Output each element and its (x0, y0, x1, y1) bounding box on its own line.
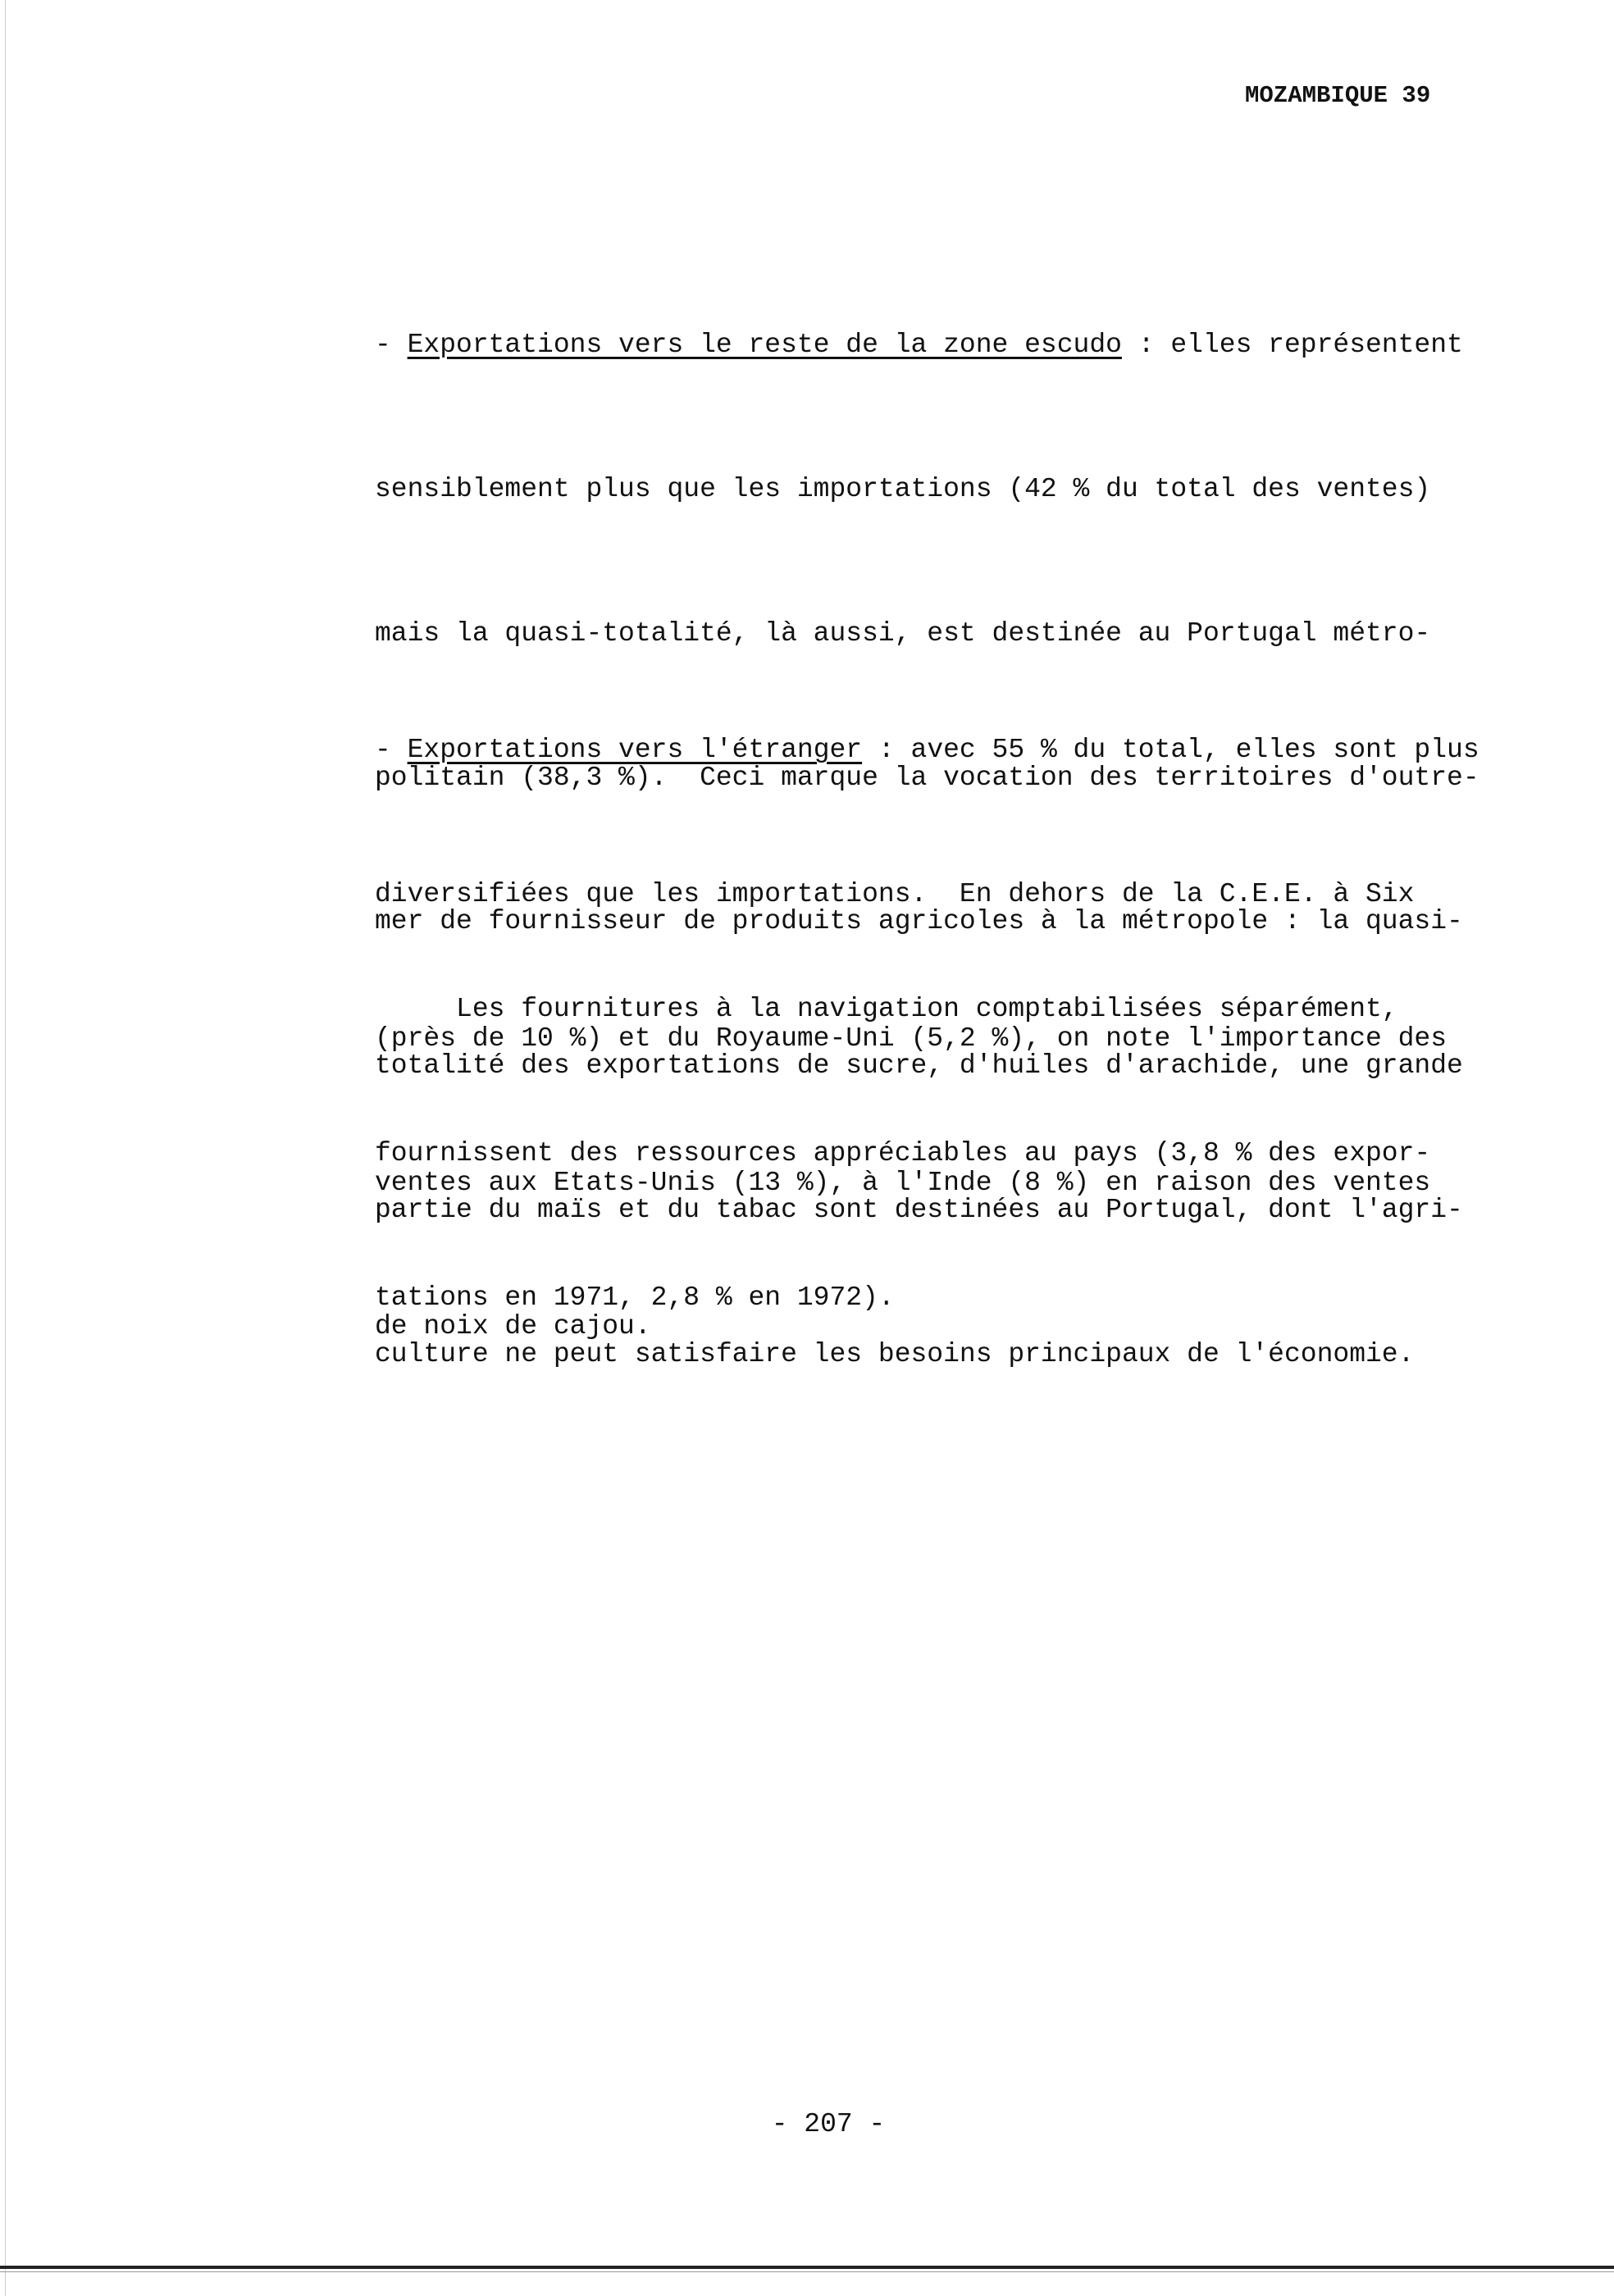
line-text: : avec 55 % du total, elles sont plus (862, 735, 1480, 766)
section-heading: Exportations vers l'étranger (407, 735, 863, 766)
scan-edge (5, 0, 6, 2296)
paragraph-line: mais la quasi-totalité, là aussi, est destinée au Portugal métro- (375, 617, 1431, 649)
paragraph-line: de noix de cajou. (375, 1311, 651, 1342)
paragraph-line: mer de fournisseur de produits agricoles à la métropole : la quasi- (375, 906, 1463, 937)
paragraph-line: partie du maïs et du tabac sont destinées au Portugal, dont l'agri- (375, 1194, 1463, 1225)
dash: - (375, 330, 408, 361)
paragraph-line: ventes aux Etats-Unis (13 %), à l'Inde (8 %) en raison des ventes (375, 1167, 1431, 1198)
paragraph-line: diversifiées que les importations. En dehors de la C.E.E. à Six (375, 878, 1415, 909)
paragraph-line: Les fournitures à la navigation comptabilisées séparément, (375, 994, 1398, 1025)
paragraph-line: tations en 1971, 2,8 % en 1972). (375, 1282, 895, 1313)
paragraph-line: culture ne peut satisfaire les besoins principaux de l'économie. (375, 1338, 1415, 1369)
paragraph-line (375, 727, 1480, 775)
bottom-rule-thin (0, 2271, 1614, 2272)
page-number: - 207 - (771, 2109, 886, 2139)
paragraph-line (375, 321, 1480, 370)
section-heading: Exportations vers le reste de la zone escudo (407, 330, 1122, 361)
line-text: : elles représentent (1121, 330, 1463, 361)
paragraph-line: totalité des exportations de sucre, d'huiles d'arachide, une grande (375, 1050, 1463, 1082)
bottom-rule (0, 2266, 1614, 2269)
paragraph-line: fournissent des ressources appréciables au pays (3,8 % des expor- (375, 1137, 1431, 1168)
paragraph-line: (près de 10 %) et du Royaume-Uni (5,2 %), on note l'importance des (375, 1023, 1448, 1054)
running-header: MOZAMBIQUE 39 (1245, 82, 1431, 109)
paragraph-navigation-supplies (375, 890, 1430, 1370)
paragraph-line: politain (38,3 %). Ceci marque la vocation des territoires d'outre- (375, 762, 1480, 793)
paragraph-line: sensiblement plus que les importations (42 % du total des ventes) (375, 473, 1431, 504)
dash: - (375, 735, 408, 766)
